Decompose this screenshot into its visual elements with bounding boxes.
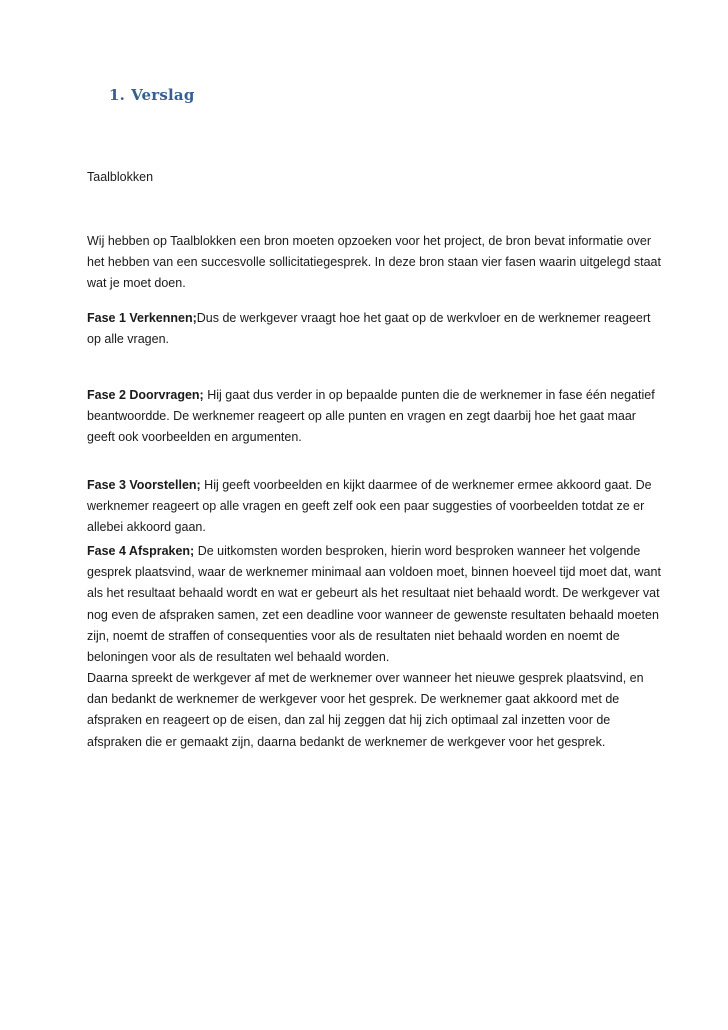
phase-1-text: Dus de werkgever vraagt hoe het gaat op de werkvloer en de werknemer reageert op alle vragen.	[87, 311, 651, 347]
subtitle: Taalblokken	[87, 170, 154, 184]
section-number: 1.	[109, 86, 126, 104]
section-heading	[109, 86, 195, 104]
intro-paragraph: Wij hebben op Taalblokken een bron moeten opzoeken voor het project, de bron bevat informatie over het hebben van een succesvolle sollicitatiegesprek. In deze bron staan vier fasen waarin uitgelegd staat wat je moet doen.	[87, 234, 661, 291]
phase-2-text: Hij gaat dus verder in op bepaalde punten die de werknemer in fase één negatief beantwoordde. De werknemer reageert op alle punten en vragen en zegt daarbij hoe het gaat maar geeft ook voorbeelden en argumenten.	[87, 388, 655, 445]
phase-3-text: Hij geeft voorbeelden en kijkt daarmee of de werknemer ermee akkoord gaat. De werknemer reageert op alle vragen en geeft zelf ook een paar suggesties of voorbeelden totdat ze er allebei akkoord gaan.	[87, 478, 652, 535]
phase-1-paragraph	[87, 308, 662, 350]
phase-4-label: Fase 4 Afspraken;	[87, 544, 195, 558]
phase-1-label: Fase 1 Verkennen;	[87, 311, 197, 325]
phase-3-paragraph	[87, 475, 662, 539]
phase-4-paragraph	[87, 541, 662, 668]
section-title: Verslag	[131, 86, 195, 104]
phase-2-label: Fase 2 Doorvragen;	[87, 388, 204, 402]
phase-4-text: De uitkomsten worden besproken, hierin word besproken wanneer het volgende gesprek plaatsvind, waar de werknemer minimaal aan voldoen moet, binnen hoeveel tijd moet dat, want als het resultaat behaald wordt en wat er gebeurt als het resultaat niet behaald wordt. De werkgever vat nog even de afspraken samen, zet een deadline voor wanneer de gewenste resultaten behaald moeten zijn, noemt de straffen of consequenties voor als de resultaten niet behaald worden en noemt de beloningen voor als de resultaten wel behaald worden.	[87, 544, 661, 665]
phase-2-paragraph	[87, 385, 662, 449]
phase-3-label: Fase 3 Voorstellen;	[87, 478, 201, 492]
closing-paragraph: Daarna spreekt de werkgever af met de werknemer over wanneer het nieuwe gesprek plaatsvind, en dan bedankt de werknemer de werkgever voor het gesprek. De werknemer gaat akkoord met de afspraken en reageert op de eisen, dan zal hij zeggen dat hij zich optimaal zal inzetten voor de afspraken die er gemaakt zijn, daarna bedankt de werknemer de werkgever voor het gesprek.	[87, 671, 644, 749]
